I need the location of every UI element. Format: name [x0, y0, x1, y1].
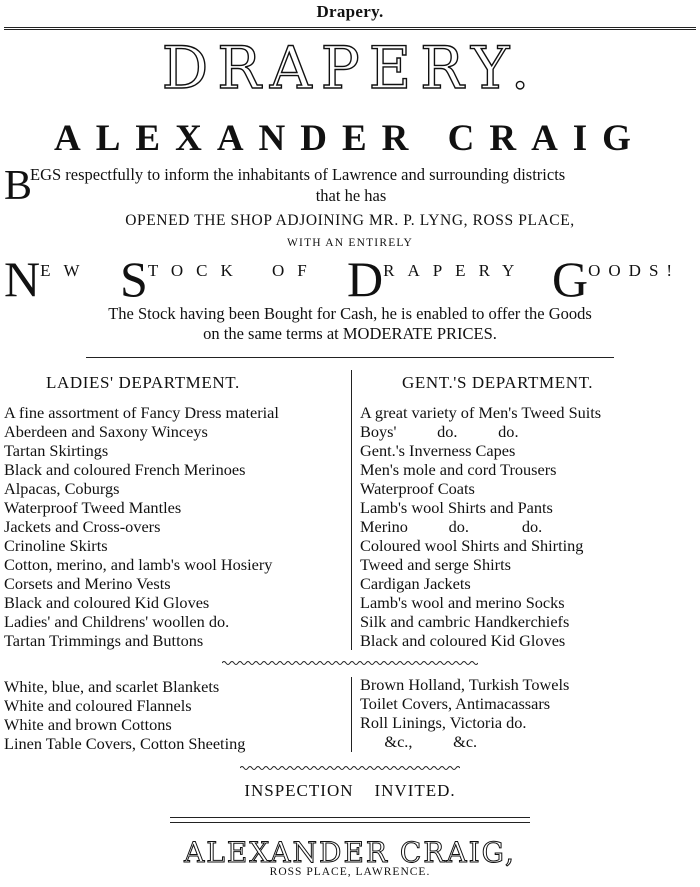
list-item: Waterproof Coats [360, 479, 475, 498]
list-item: Toilet Covers, Antimacassars [360, 694, 551, 713]
footer-merchant-name [0, 836, 700, 869]
stock-note [0, 304, 700, 344]
intro-drop-cap: B [4, 163, 33, 209]
footer-address: ROSS PLACE, LAWRENCE. [269, 866, 431, 878]
banner-rest-stock: TOCK [147, 261, 246, 280]
new-stock-banner [4, 251, 698, 307]
list-item: &c., &c. [360, 732, 478, 751]
list-item: Black and coloured French Merinoes [4, 460, 246, 479]
banner-word-goods [552, 251, 681, 307]
banner-cap-n: N [4, 251, 41, 307]
entirely-line: WITH AN ENTIRELY [287, 237, 413, 249]
opened-shop-line: OPENED THE SHOP ADJOINING MR. P. LYNG, ROSS PLACE, [125, 212, 575, 229]
banner-rest-drapery: RAPERY [383, 261, 528, 280]
inspection-invited: INSPECTION INVITED. [244, 781, 456, 800]
list-item: Corsets and Merino Vests [4, 574, 171, 593]
banner-word-new [4, 251, 93, 307]
list-item: Merino do. do. [360, 517, 543, 536]
list-item: Lamb's wool and merino Socks [360, 593, 565, 612]
wavy-divider [222, 659, 478, 667]
banner-rest-new: EW [40, 261, 93, 280]
intro-line-2: that he has [315, 186, 387, 205]
list-item: Tweed and serge Shirts [360, 555, 511, 574]
gents-list [360, 403, 601, 650]
list-item: Waterproof Tweed Mantles [4, 498, 182, 517]
list-item: Brown Holland, Turkish Towels [360, 675, 570, 694]
list-item: White and brown Cottons [4, 715, 172, 734]
list-item: Cotton, merino, and lamb's wool Hosiery [4, 555, 273, 574]
ladies-list [4, 403, 279, 650]
household-right-list [360, 675, 569, 751]
list-item: Tartan Skirtings [4, 441, 109, 460]
banner-cap-d: D [347, 251, 384, 307]
column-divider-lower [351, 677, 352, 752]
stock-note-line-1: The Stock having been Bought for Cash, he is enabled to offer the Goods [108, 304, 592, 323]
divider-rule [86, 357, 614, 358]
wavy-divider-small [240, 764, 460, 772]
list-item: A fine assortment of Fancy Dress material [4, 403, 279, 422]
list-item: Alpacas, Coburgs [4, 479, 120, 498]
banner-word-drapery [347, 251, 528, 307]
page-title [0, 34, 700, 102]
merchant-name: ALEXANDER CRAIG [54, 118, 646, 159]
banner-rest-goods: OODS! [588, 261, 681, 280]
list-item: White, blue, and scarlet Blankets [4, 677, 220, 696]
column-divider [351, 370, 352, 650]
gents-heading: GENT.'S DEPARTMENT. [402, 373, 594, 392]
banner-of: OF [272, 261, 320, 280]
intro-line-1: EGS respectfully to inform the inhabitants of Lawrence and surrounding districts [30, 165, 566, 184]
list-item: Roll Linings, Victoria do. [360, 713, 527, 732]
household-left-list [4, 677, 245, 753]
list-item: Gent.'s Inverness Capes [360, 441, 516, 460]
list-item: Cardigan Jackets [360, 574, 471, 593]
footer-merchant-name-text: ALEXANDER CRAIG, [184, 836, 516, 869]
banner-cap-g: G [552, 251, 589, 307]
list-item: Tartan Trimmings and Buttons [4, 631, 204, 650]
list-item: Aberdeen and Saxony Winceys [4, 422, 208, 441]
ladies-heading: LADIES' DEPARTMENT. [46, 373, 240, 392]
list-item: A great variety of Men's Tweed Suits [360, 403, 602, 422]
list-item: Black and coloured Kid Gloves [4, 593, 210, 612]
list-item: Men's mole and cord Trousers [360, 460, 557, 479]
list-item: Silk and cambric Handkerchiefs [360, 612, 570, 631]
list-item: Coloured wool Shirts and Shirting [360, 536, 584, 555]
banner-word-stock [120, 251, 246, 307]
list-item: Jackets and Cross-overs [4, 517, 161, 536]
list-item: Linen Table Covers, Cotton Sheeting [4, 734, 246, 753]
stock-note-line-2: on the same terms at MODERATE PRICES. [203, 324, 497, 343]
list-item: Black and coloured Kid Gloves [360, 631, 566, 650]
footer-rule-1 [170, 817, 530, 818]
list-item: Crinoline Skirts [4, 536, 108, 555]
header-double-rule [4, 27, 696, 30]
list-item: Ladies' and Childrens' woollen do. [4, 612, 230, 631]
list-item: Boys' do. do. [360, 422, 519, 441]
page-title-text: DRAPERY. [161, 34, 539, 102]
list-item: White and coloured Flannels [4, 696, 192, 715]
section-header: Drapery. [316, 2, 384, 21]
banner-word-of [272, 261, 320, 281]
banner-cap-s: S [120, 251, 148, 307]
list-item: Lamb's wool Shirts and Pants [360, 498, 553, 517]
footer-rule-2 [170, 822, 530, 823]
